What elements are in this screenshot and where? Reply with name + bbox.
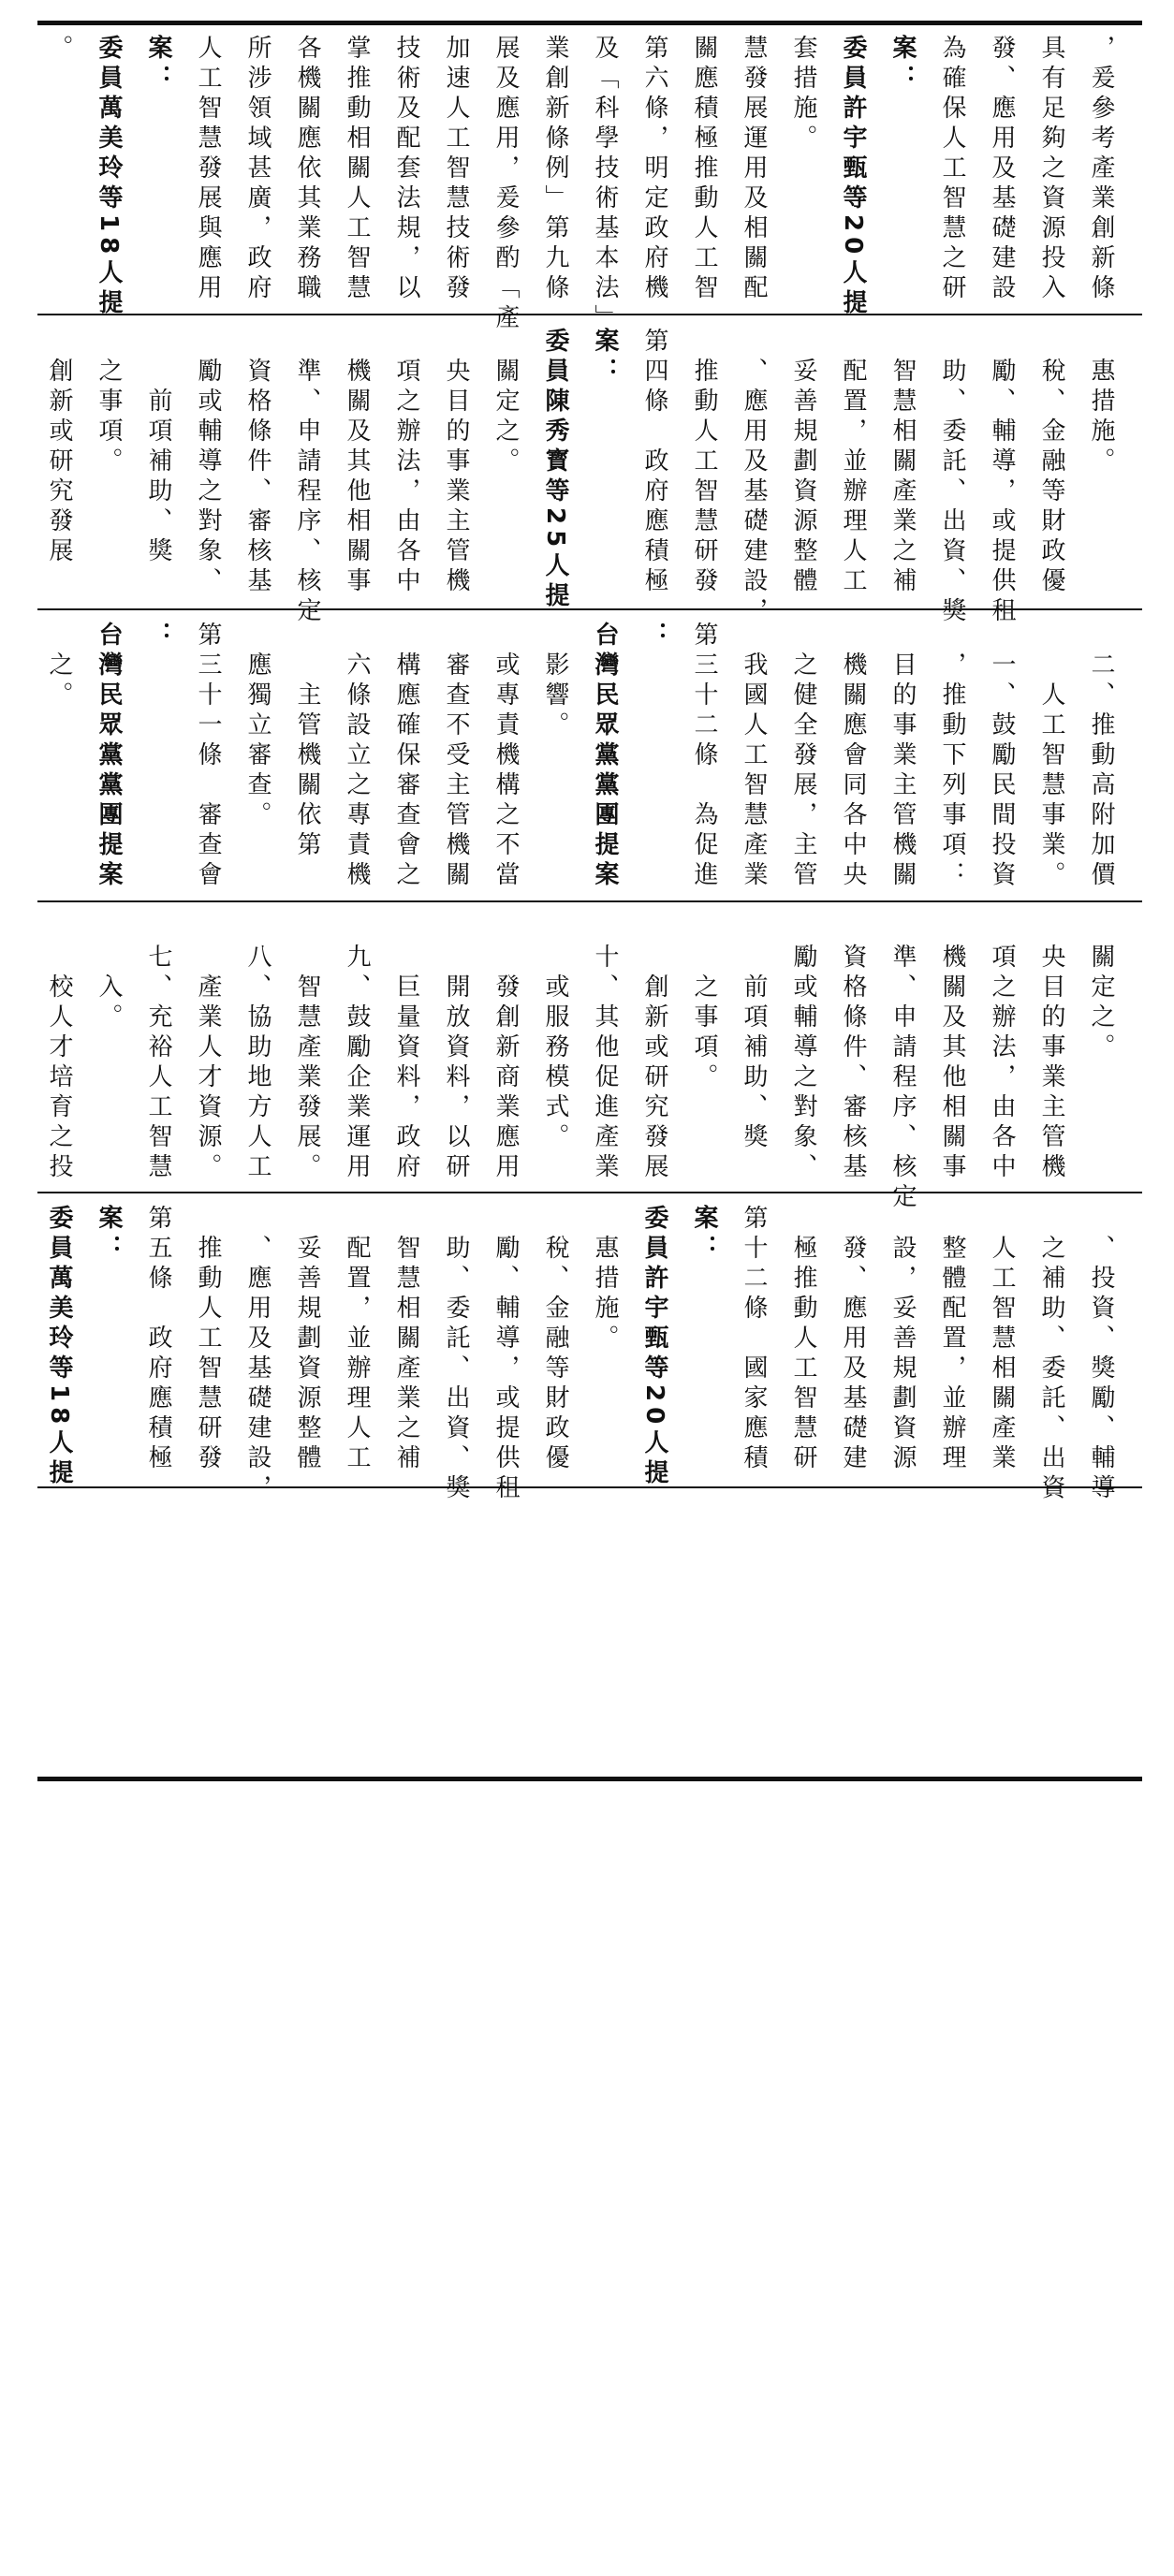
article-text-line: 掌推動相關人工智慧 (343, 35, 371, 304)
comparison-section-1 (0, 23, 1174, 334)
article-text-line: 六條設立之專責機 (343, 622, 371, 891)
article-text-line: 妥善規劃資源整體 (293, 1205, 321, 1474)
article-text-line: ，推動下列事項： (938, 622, 966, 891)
article-text-line: 業創新條例」第九條 (541, 35, 569, 304)
proposal-heading-line: 委員萬美玲等18人提 (95, 35, 123, 320)
article-text-line: 入。 (95, 914, 123, 1033)
article-text-line: 、應用及基礎建設， (740, 328, 768, 627)
article-text-line: 為確保人工智慧之研 (938, 35, 966, 304)
article-text-line: 智慧產業發展。 (293, 914, 321, 1183)
article-text-line: 目的事業主管機關 (888, 622, 917, 891)
article-text-line: 稅、金融等財政優 (541, 1205, 569, 1474)
comparison-section-4 (0, 902, 1174, 1213)
article-text-line: 。 (45, 35, 73, 65)
article-text-line: 人工智慧發展與應用 (194, 35, 222, 304)
article-text-line: 關應積極推動人工智 (690, 35, 718, 304)
article-text-line: 九、鼓勵企業運用 (343, 914, 371, 1183)
article-text-line: 資格條件、審核基 (839, 914, 867, 1183)
article-text-line: 八、協助地方人工 (243, 914, 271, 1183)
proposal-heading-line: 案： (144, 35, 172, 95)
article-text-line: 項之辦法，由各中 (392, 328, 420, 597)
article-text-line: 推動人工智慧研發 (690, 328, 718, 597)
proposal-heading-line: 案： (690, 1205, 718, 1265)
article-text-line: ，爰參考產業創新條 (1087, 35, 1115, 304)
article-text-line: 產業人才資源。 (194, 914, 222, 1183)
article-text-line: 勵、輔導，或提供租 (988, 328, 1016, 627)
article-text-line: 準、申請程序、核定 (293, 328, 321, 627)
article-text-line: 發創新商業應用 (492, 914, 520, 1183)
article-text-line: 創新或研究發展 (640, 914, 668, 1183)
article-text-line: 開放資料，以研 (442, 914, 470, 1183)
article-text-line: 關定之。 (492, 328, 520, 477)
article-text-line: 所涉領域甚廣，政府 (243, 35, 271, 304)
article-text-line: 巨量資料，政府 (392, 914, 420, 1183)
proposal-heading-line: 委員許宇甄等20人提 (640, 1205, 668, 1490)
article-text-line: 之事項。 (690, 914, 718, 1093)
article-text-line: 妥善規劃資源整體 (789, 328, 817, 597)
article-text-line: 七、充裕人工智慧 (144, 914, 172, 1183)
article-text-line: 機關應會同各中央 (839, 622, 867, 891)
proposal-heading-line: 委員陳秀寳等25人提 (541, 328, 569, 613)
article-text-line: 推動人工智慧研發 (194, 1205, 222, 1474)
article-text-line: 整體配置，並辦理 (938, 1205, 966, 1474)
article-text-line: 、應用及基礎建設， (243, 1205, 271, 1504)
article-text-line: 勵、輔導，或提供租 (492, 1205, 520, 1504)
article-text-line: 應獨立審查。 (243, 622, 271, 831)
article-text-line: 審查不受主管機關 (442, 622, 470, 891)
article-text-line: 發、應用及基礎建 (839, 1205, 867, 1474)
article-text-line: 第六條，明定政府機 (640, 35, 668, 304)
article-text-line: 機關及其他相關事 (343, 328, 371, 597)
article-text-line: 二、推動高附加價 (1087, 622, 1115, 891)
article-text-line: 項之辦法，由各中 (988, 914, 1016, 1183)
article-text-line: 主管機關依第 (293, 622, 321, 861)
comparison-section-3 (0, 610, 1174, 899)
article-text-line: 央目的事業主管機 (1037, 914, 1065, 1183)
article-text-line: 智慧相關產業之補 (888, 328, 917, 597)
article-text-line: 影響。 (541, 622, 569, 741)
article-text-line: 稅、金融等財政優 (1037, 328, 1065, 597)
article-text-line: 前項補助、獎 (144, 328, 172, 567)
article-text-line: 助、委託、出資、獎 (442, 1205, 470, 1504)
article-text-line: 套措施。 (789, 35, 817, 154)
article-text-line: 第三十一條 審查會 (194, 622, 222, 891)
article-text-line: 之。 (45, 622, 73, 711)
comparison-section-5 (0, 1193, 1174, 1504)
article-text-line: 或服務模式。 (541, 914, 569, 1153)
article-text-line: 一、鼓勵民間投資 (988, 622, 1016, 891)
article-text-line: 惠措施。 (591, 1205, 619, 1354)
proposal-heading-line: 案： (888, 35, 917, 95)
proposal-heading-line: 案： (591, 328, 619, 388)
proposal-heading-line: 委員萬美玲等18人提 (45, 1205, 73, 1490)
article-text-line: 配置，並辦理人工 (839, 328, 867, 597)
article-text-line: 極推動人工智慧研 (789, 1205, 817, 1474)
article-text-line: 第五條 政府應積極 (144, 1205, 172, 1474)
article-text-line: 十、其他促進產業 (591, 914, 619, 1183)
article-text-line: 慧發展運用及相關配 (740, 35, 768, 304)
article-text-line: 我國人工智慧產業 (740, 622, 768, 891)
comparison-section-2 (0, 316, 1174, 627)
article-text-line: 、投資、獎勵、輔導 (1087, 1205, 1115, 1504)
proposal-heading-line: 案： (95, 1205, 123, 1265)
article-text-line: 機關及其他相關事 (938, 914, 966, 1183)
article-text-line: 央目的事業主管機 (442, 328, 470, 597)
article-text-line: 人工智慧相關產業 (988, 1205, 1016, 1474)
blank-area (37, 1488, 1142, 1775)
article-text-line: 或專責機構之不當 (492, 622, 520, 891)
article-text-line: 各機關應依其業務職 (293, 35, 321, 304)
proposal-heading-line: 委員許宇甄等20人提 (839, 35, 867, 320)
article-text-line: 創新或研究發展 (45, 328, 73, 567)
article-text-line: 人工智慧事業。 (1037, 622, 1065, 891)
article-text-line: 加速人工智慧技術發 (442, 35, 470, 304)
article-text-line: 第三十二條 為促進 (690, 622, 718, 891)
article-text-line: 第四條 政府應積極 (640, 328, 668, 597)
article-text-line: 關定之。 (1087, 914, 1115, 1063)
article-text-line: 校人才培育之投 (45, 914, 73, 1183)
article-text-line: 具有足夠之資源投入 (1037, 35, 1065, 304)
article-text-line: 及「科學技術基本法」 (591, 35, 619, 334)
article-text-line: 展及應用，爰參酌「產 (492, 35, 520, 334)
proposal-heading-line: ： (144, 622, 172, 651)
article-text-line: 智慧相關產業之補 (392, 1205, 420, 1474)
proposal-heading-line: 台灣民眾黨黨團提案 (95, 622, 123, 891)
article-text-line: 之事項。 (95, 328, 123, 477)
proposal-heading-line: ： (640, 622, 668, 651)
article-text-line: 之健全發展，主管 (789, 622, 817, 891)
article-text-line: 助、委託、出資、獎 (938, 328, 966, 627)
article-text-line: 技術及配套法規，以 (392, 35, 420, 304)
article-text-line: 設，妥善規劃資源 (888, 1205, 917, 1474)
article-text-line: 勵或輔導之對象、 (789, 914, 817, 1183)
article-text-line: 構應確保審查會之 (392, 622, 420, 891)
proposal-heading-line: 台灣民眾黨黨團提案 (591, 622, 619, 891)
article-text-line: 惠措施。 (1087, 328, 1115, 477)
article-text-line: 發、應用及基礎建設 (988, 35, 1016, 304)
article-text-line: 之補助、委託、出資 (1037, 1205, 1065, 1504)
article-text-line: 配置，並辦理人工 (343, 1205, 371, 1474)
article-text-line: 第十二條 國家應積 (740, 1205, 768, 1474)
article-text-line: 準、申請程序、核定 (888, 914, 917, 1213)
article-text-line: 勵或輔導之對象、 (194, 328, 222, 597)
article-text-line: 前項補助、獎 (740, 914, 768, 1153)
article-text-line: 資格條件、審核基 (243, 328, 271, 597)
